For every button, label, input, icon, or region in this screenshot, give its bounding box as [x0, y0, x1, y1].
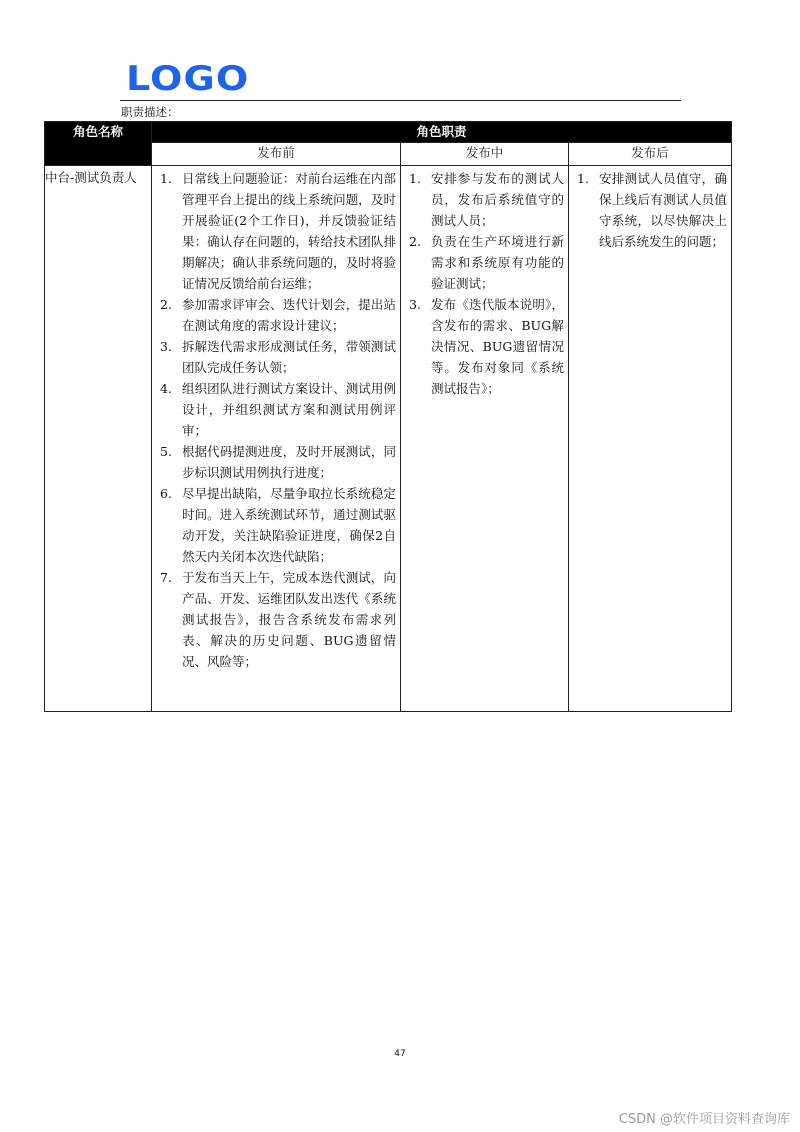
list-item: 4. 组织团队进行测试方案设计、测试用例设计，并组织测试方案和测试用例评审；	[160, 381, 396, 438]
role-name-cell: 中台-测试负责人	[45, 166, 152, 712]
list-item: 5. 根据代码提测进度，及时开展测试，同步标识测试用例执行进度；	[160, 444, 396, 480]
during-release-list	[401, 166, 568, 399]
list-item: 3. 拆解迭代需求形成测试任务，带领测试团队完成任务认领；	[160, 339, 396, 375]
role-duty-header: 角色职责	[152, 122, 732, 143]
after-release-list	[569, 166, 731, 252]
phase-after-header: 发布后	[569, 143, 732, 166]
phase-during-header: 发布中	[401, 143, 569, 166]
page-number: 47	[394, 1049, 406, 1059]
after-release-cell	[569, 166, 732, 712]
list-item: 1. 安排参与发布的测试人员，发布后系统值守的测试人员；	[409, 171, 564, 228]
role-name-header: 角色名称	[45, 122, 152, 166]
list-item: 1. 日常线上问题验证：对前台运维在内部管理平台上提出的线上系统问题，及时开展验证(2个工作日)，并反馈验证结果：确认存在问题的，转给技术团队排期解决；确认非系统问题的，及时将验证情况反馈给前台运维；	[160, 171, 396, 291]
list-item: 1. 安排测试人员值守，确保上线后有测试人员值守系统，以尽快解决上线后系统发生的问题；	[577, 171, 728, 249]
list-item: 2. 参加需求评审会、迭代计划会，提出站在测试角度的需求设计建议；	[160, 297, 396, 333]
before-release-cell	[152, 166, 401, 712]
section-label: 职责描述：	[121, 105, 179, 119]
list-item: 3. 发布《迭代版本说明》，含发布的需求、BUG解决情况、BUG遗留情况等。发布对象同《系统测试报告》；	[409, 297, 564, 396]
logo: LOGO	[126, 59, 250, 99]
list-item: 2. 负责在生产环境进行新需求和系统原有功能的验证测试；	[409, 234, 564, 291]
phase-before-header: 发布前	[152, 143, 401, 166]
before-release-list	[152, 166, 400, 672]
responsibility-table	[44, 121, 732, 712]
list-item: 7. 于发布当天上午，完成本迭代测试，向产品、开发、运维团队发出迭代《系统测试报告》，报告含系统发布需求列表、解决的历史问题、BUG遗留情况、风险等；	[160, 570, 396, 669]
header-divider	[120, 100, 681, 101]
watermark: CSDN @软件项目资料查询库	[618, 1112, 790, 1127]
during-release-cell	[401, 166, 569, 712]
list-item: 6. 尽早提出缺陷，尽量争取拉长系统稳定时间。进入系统测试环节，通过测试驱动开发，关注缺陷验证进度，确保2自然天内关闭本次迭代缺陷；	[160, 486, 396, 564]
